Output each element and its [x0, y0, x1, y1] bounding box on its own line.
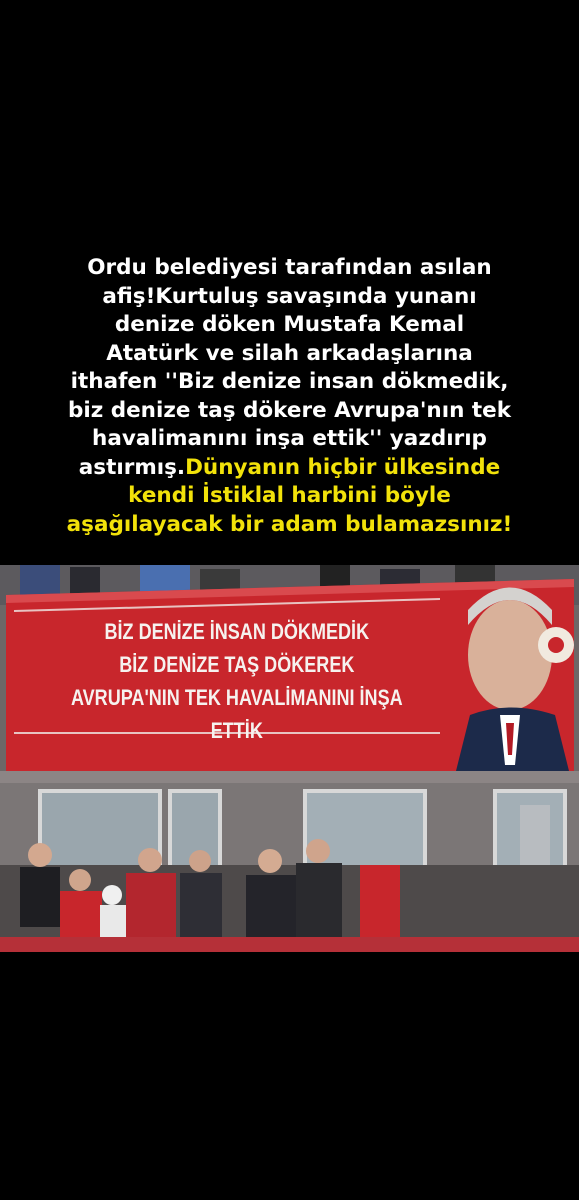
caption-yellow-part: Dünyanın hiçbir ülkesinde: [185, 454, 501, 480]
caption-line: havalimanını inşa ettik'' yazdırıp: [92, 426, 487, 451]
caption-line: afiş!Kurtuluş savaşında yunanı: [102, 283, 477, 309]
caption-white-part: astırmış.: [78, 454, 186, 480]
banner-line: BİZ DENİZE TAŞ DÖKEREK: [119, 652, 355, 677]
caption-line: biz denize taş dökere Avrupa'nın tek: [67, 397, 512, 423]
caption-line-mixed: [0, 454, 579, 483]
caption-line: Atatürk ve silah arkadaşlarına: [106, 340, 473, 366]
caption-line: Ordu belediyesi tarafından asılan: [87, 255, 492, 280]
caption-line: denize döken Mustafa Kemal: [114, 312, 465, 337]
banner-photo: [0, 565, 579, 952]
caption-line: ithafen ''Biz denize insan dökmedik,: [70, 369, 509, 394]
caption-line-yellow: aşağılayacak bir adam bulamazsınız!: [66, 511, 513, 537]
banner-line: BİZ DENİZE İNSAN DÖKMEDİK: [104, 619, 370, 644]
banner-line: AVRUPA'NIN TEK HAVALİMANINI İNŞA ETTİK: [70, 685, 403, 743]
caption-line-yellow: kendi İstiklal harbini böyle: [128, 483, 451, 508]
caption-text: [0, 254, 579, 564]
banner-text: [44, 615, 429, 747]
